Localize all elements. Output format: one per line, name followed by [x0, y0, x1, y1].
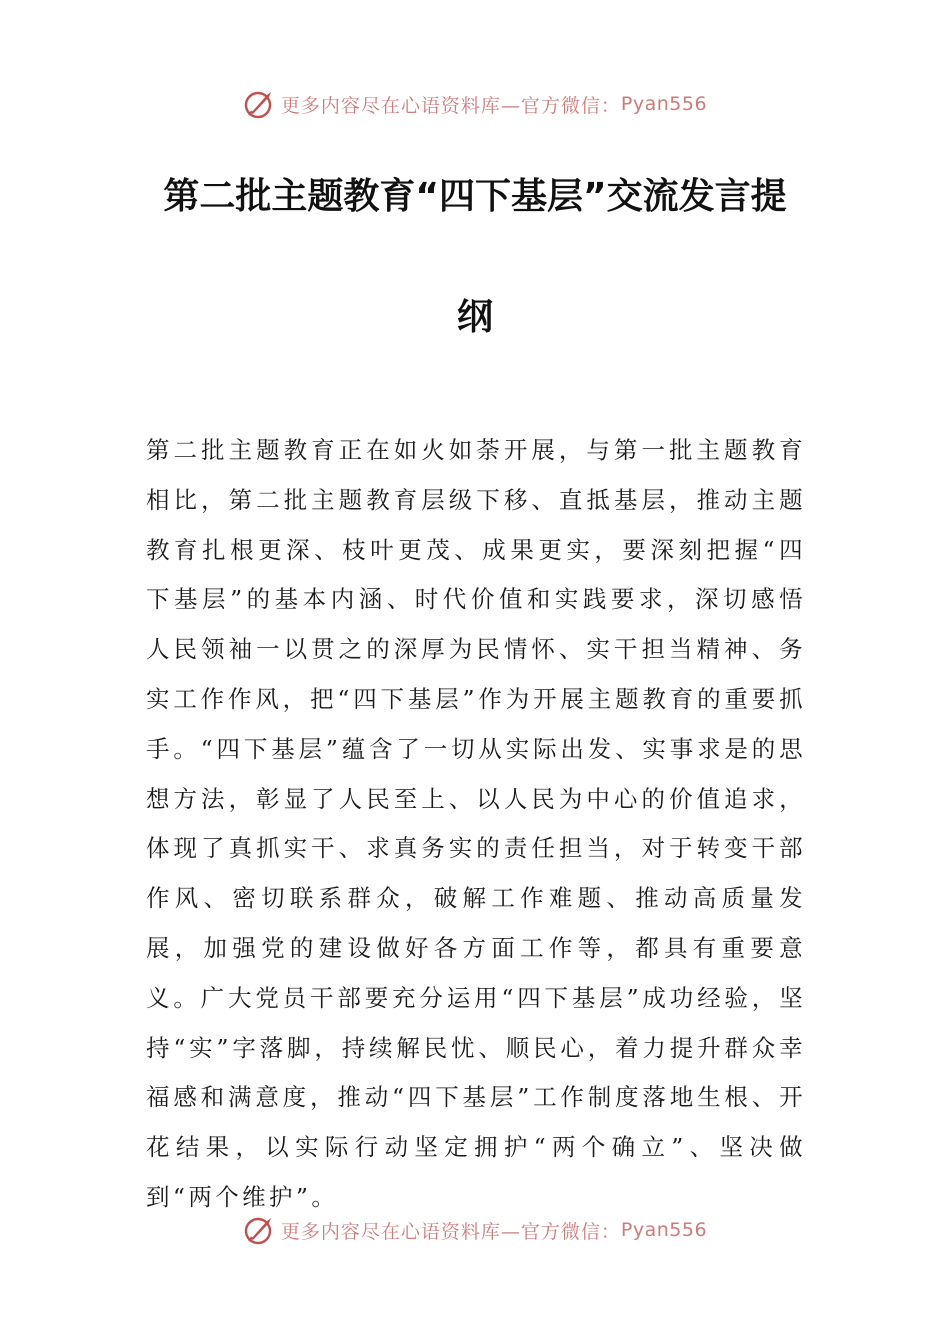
body-paragraph: 第二批主题教育正在如火如荼开展，与第一批主题教育相比，第二批主题教育层级下移、直抵基层，推动主题教育扎根更深、枝叶更茂、成果更实，要深刻把握“四下基层”的基本内涵、时代价值和实践要求，深切感悟人民领袖一以贯之的深厚为民情怀、实干担当精神、务实工作作风，把“四下基层”作为开展主题教育的重要抓手。“四下基层”蕴含了一切从实际出发、实事求是的思想方法，彰显了人民至上、以人民为中心的价值追求，体现了真抓实干、求真务实的责任担当，对于转变干部作风、密切联系群众，破解工作难题、推动高质量发展，加强党的建设做好各方面工作等，都具有重要意义。广大党员干部要充分运用“四下基层”成功经验，坚持“实”字落脚，持续解民忧、顺民心，着力提升群众幸福感和满意度，推动“四下基层”工作制度落地生根、开花结果，以实际行动坚定拥护“两个确立”、坚决做到“两个维护”。 — [146, 436, 806, 1211]
watermark-account: Pyan556 — [620, 93, 708, 115]
pen-circle-icon — [243, 87, 277, 121]
header-watermark — [0, 84, 950, 124]
watermark-text: 更多内容尽在心语资料库—官方微信： — [280, 1220, 621, 1243]
document-title-line2: 纲 — [456, 297, 493, 338]
document-title-line1: 第二批主题教育“四下基层”交流发言提 — [163, 176, 787, 217]
watermark-account: Pyan556 — [620, 1219, 708, 1241]
pen-circle-icon — [243, 1213, 277, 1247]
footer-watermark — [0, 1210, 950, 1250]
watermark-text: 更多内容尽在心语资料库—官方微信： — [280, 94, 621, 117]
